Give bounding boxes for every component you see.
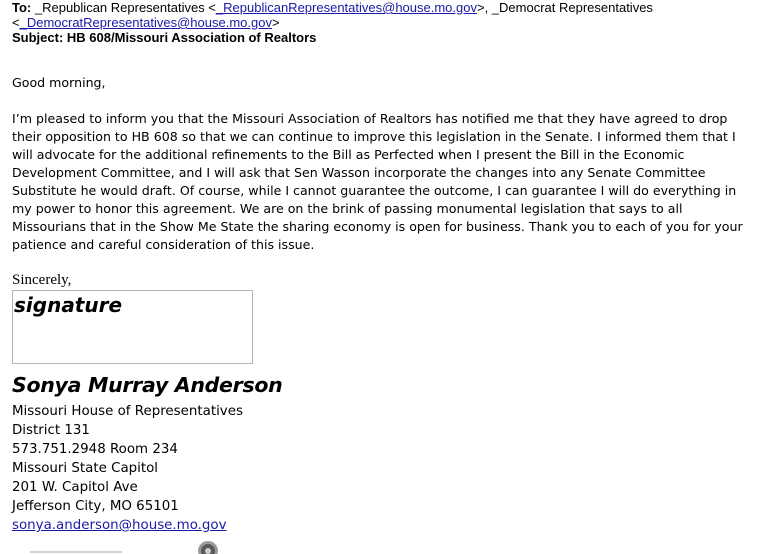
- address-line-building: Missouri State Capitol: [12, 461, 159, 476]
- address-line-city: Jefferson City, MO 65101: [12, 499, 179, 514]
- to-line: [12, 0, 653, 16]
- to-recipient-1: _Republican Representatives <: [34, 0, 216, 15]
- to-line-continued: [12, 15, 280, 31]
- signer-name: Sonya Murray Anderson: [12, 373, 283, 397]
- greeting: Good morning,: [12, 75, 106, 90]
- message-paragraph: I’m pleased to inform you that the Missouri Association of Realtors has notified me that they have agreed to drop their opposition to HB 608 so that we can continue to improve this legislation in the Senate. I informed them that I will advocate for the additional refinements to the Bill as Perfected when I present the Bill in the Economic Development Committee, and I will ask that Sen Wasson incorporate the changes into any Senate Committee Substitute he would draft. Of course, while I cannot guarantee the outcome, I can guarantee I will do everything in my power to honor this agreement. We are on the brink of passing monumental legislation that says to all Missourians that in the Show Me State the sharing economy is open for business. Thank you to each of you for your patience and careful consideration of this issue.: [12, 111, 743, 252]
- closing: Sincerely,: [12, 272, 72, 288]
- to-email-link-2[interactable]: _DemocratRepresentatives@house.mo.gov: [19, 15, 272, 30]
- address-line-district: District 131: [12, 423, 90, 438]
- signature-image-box: [12, 290, 253, 364]
- to-close-bracket: >: [271, 15, 280, 30]
- to-email-link-1[interactable]: _RepublicanRepresentatives@house.mo.gov: [215, 0, 477, 15]
- signer-email-link[interactable]: sonya.anderson@house.mo.gov: [12, 518, 227, 533]
- address-line-street: 201 W. Capitol Ave: [12, 480, 138, 495]
- subject-label: Subject:: [12, 30, 64, 45]
- gear-icon[interactable]: [197, 540, 219, 554]
- to-label: To:: [12, 0, 32, 15]
- subject-line: [12, 30, 316, 46]
- to-separator: >, _Democrat Representatives: [476, 0, 653, 15]
- address-line-chamber: Missouri House of Representatives: [12, 404, 243, 419]
- subject-text: HB 608/Missouri Association of Realtors: [66, 30, 317, 45]
- address-line-phone: 573.751.2948 Room 234: [12, 442, 178, 457]
- to-open-bracket: <: [12, 15, 20, 30]
- signature-placeholder: signature: [14, 293, 123, 317]
- signature-address-block: [12, 402, 243, 535]
- bottom-divider: [30, 551, 122, 553]
